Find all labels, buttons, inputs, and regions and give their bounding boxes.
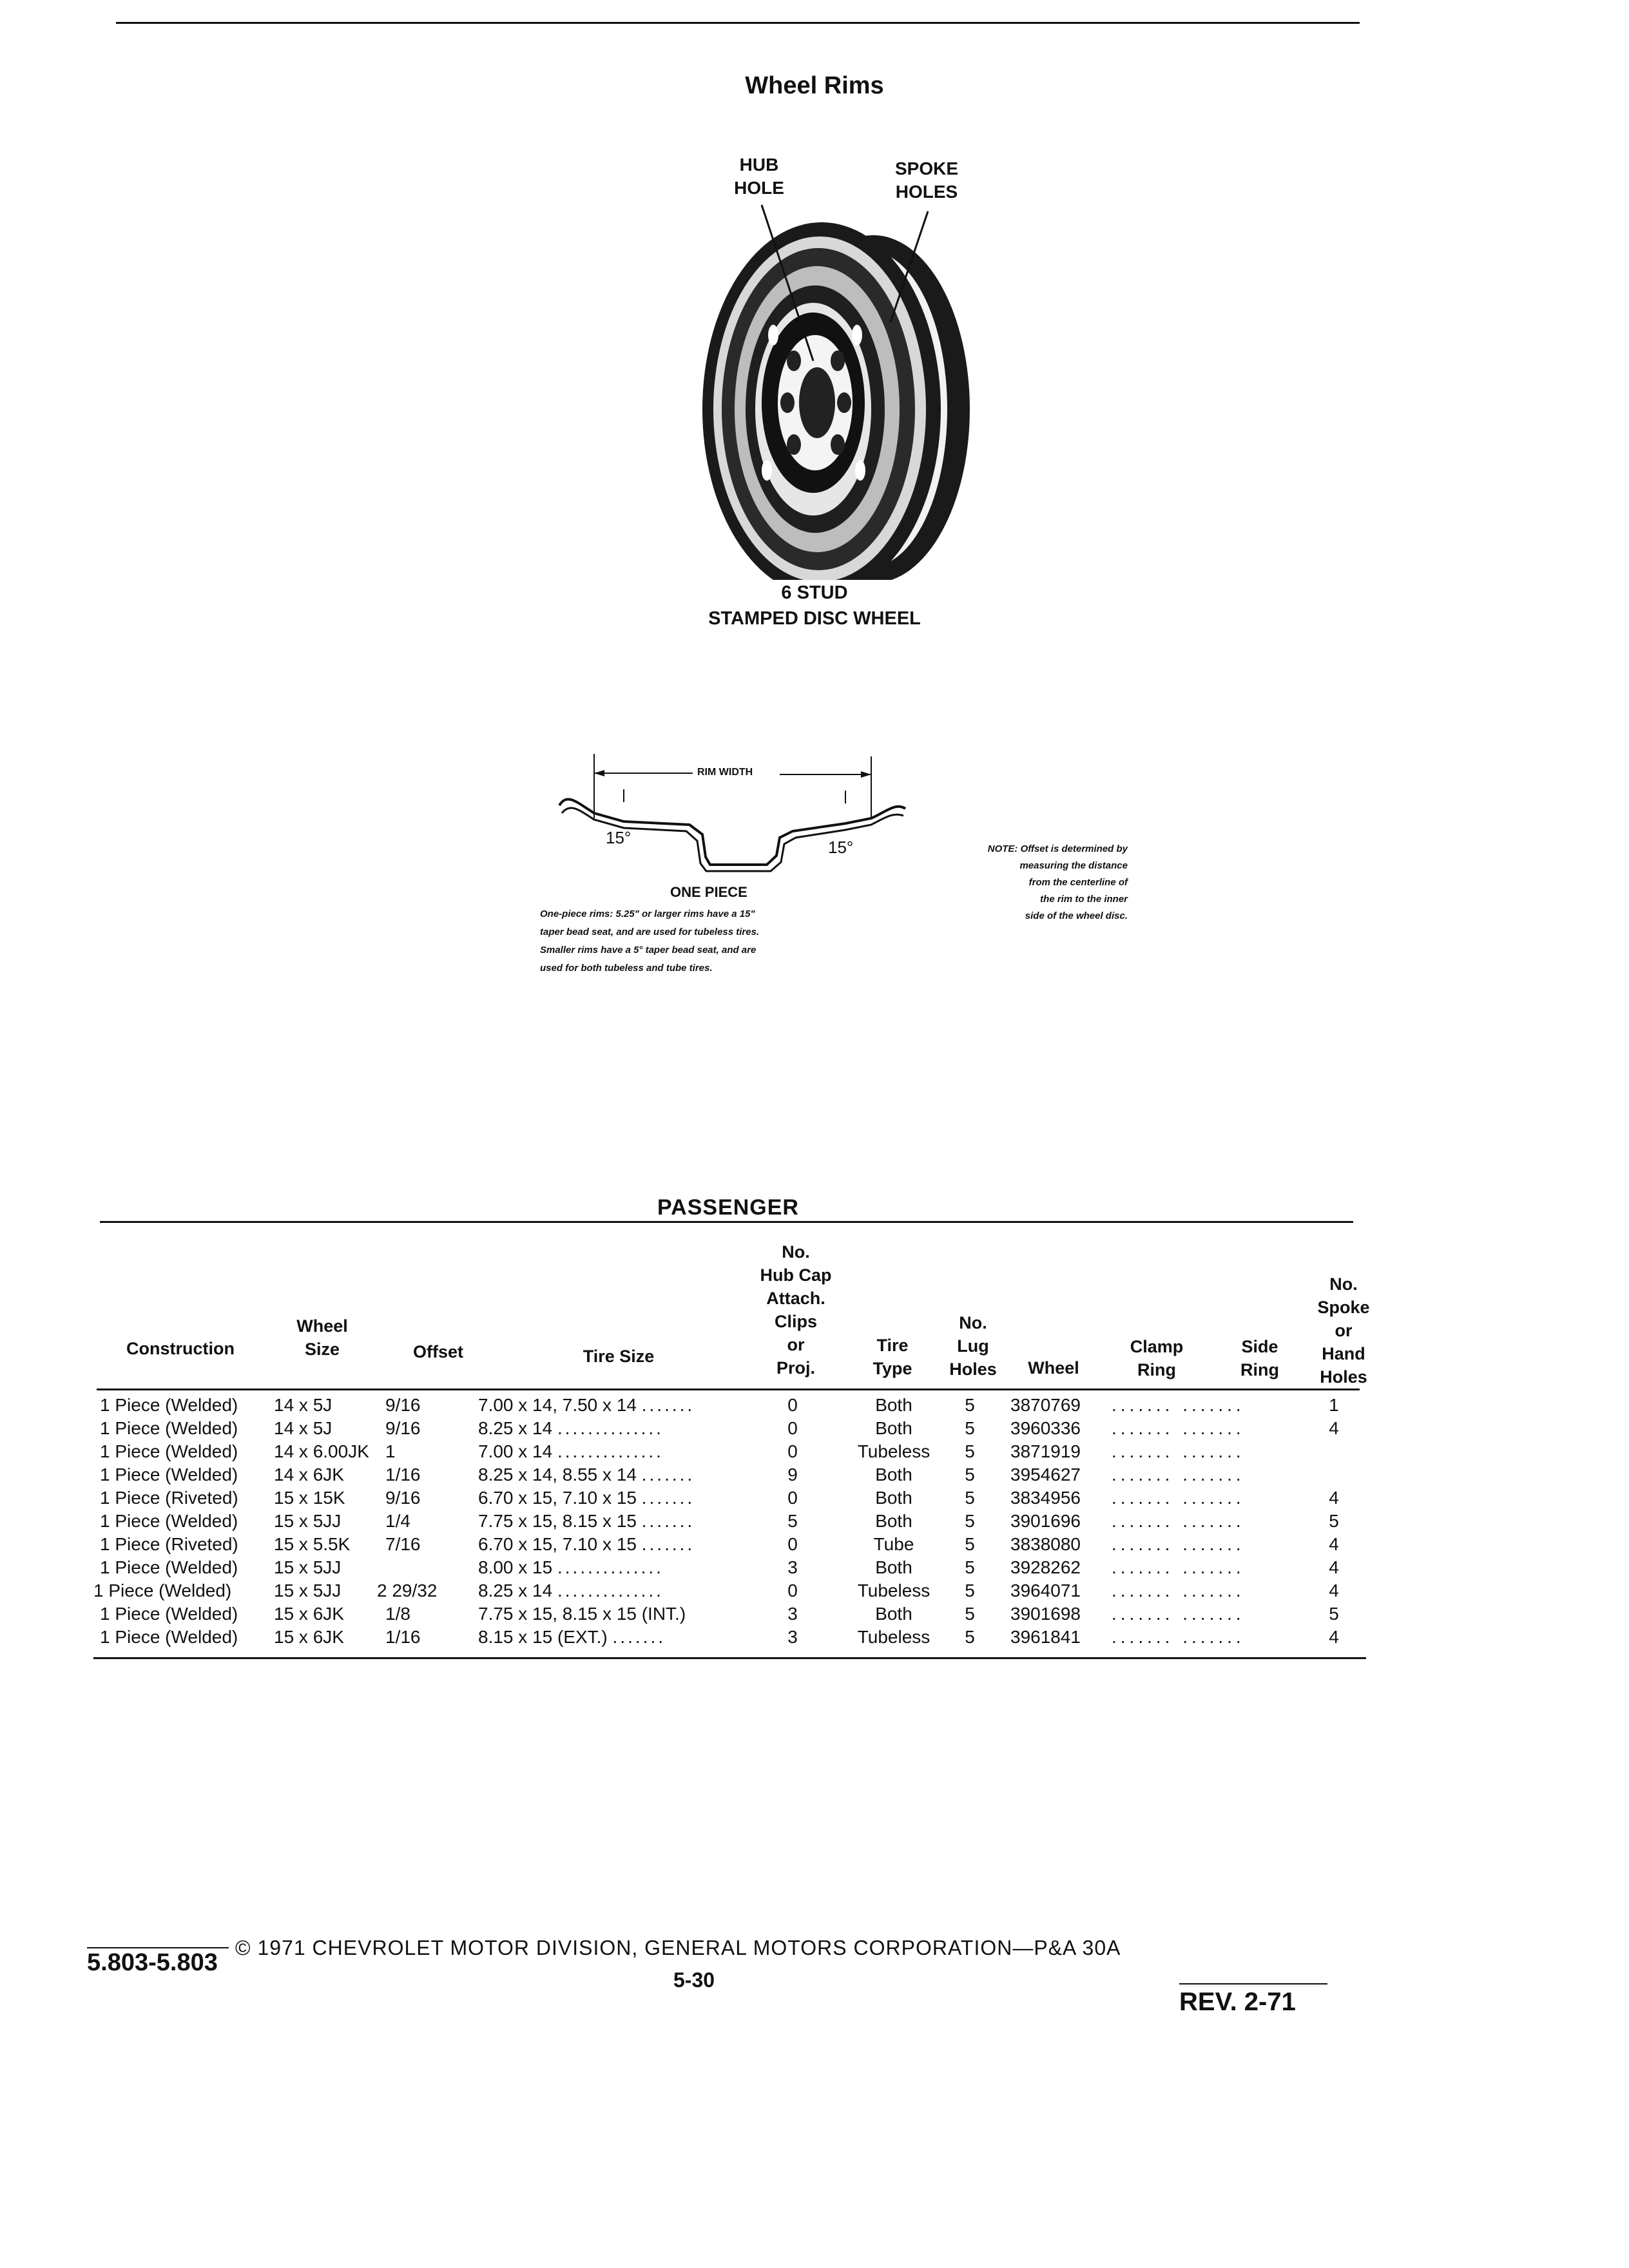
cell-hub-cap: 0 [787,1488,798,1508]
cell-tire-size: 7.75 x 15, 8.15 x 15 ....... [478,1511,695,1531]
cell-ring-leaders: ....... ....... [1112,1465,1245,1485]
cell-tire-type: Tubeless [857,1441,930,1461]
cell-spoke-holes: 4 [1329,1557,1339,1577]
table-row [0,1534,1629,1557]
cell-spoke-holes: 5 [1329,1511,1339,1531]
cell-tire-type: Both [875,1488,912,1508]
cell-offset: 9/16 [385,1395,421,1415]
cell-offset: 7/16 [385,1534,421,1554]
hub-hole-callout: HUB HOLE [734,155,784,198]
one-piece-title: ONE PIECE [670,884,747,900]
stamped-disc-wheel-illustration [0,0,1629,580]
footer-revision: REV. 2-71 [1179,1988,1296,2016]
cell-offset: 1/4 [385,1511,410,1531]
cell-construction: 1 Piece (Welded) [100,1557,238,1577]
cell-ring-leaders: ....... ....... [1112,1488,1245,1508]
cell-wheel-size: 14 x 6JK [274,1465,344,1485]
table-row [0,1627,1629,1650]
section-rule [100,1221,1353,1223]
header-spoke-holes: No. Spoke or Hand Holes [1317,1274,1370,1387]
cell-tire-size: 7.00 x 14 .............. [478,1441,664,1461]
cell-lug-holes: 5 [965,1418,975,1438]
cell-tire-size: 8.00 x 15 .............. [478,1557,664,1577]
cell-wheel: 3954627 [1010,1465,1081,1485]
footer-left-rule [87,1947,229,1948]
cell-lug-holes: 5 [965,1441,975,1461]
table-row [0,1418,1629,1441]
table-bottom-rule [93,1657,1366,1659]
header-hub-cap: No. Hub Cap Attach. Clips or Proj. [760,1242,832,1378]
cell-tire-type: Both [875,1465,912,1485]
cell-spoke-holes: 5 [1329,1604,1339,1624]
cell-tire-size: 8.15 x 15 (EXT.) ....... [478,1627,666,1647]
cell-wheel: 3901696 [1010,1511,1081,1531]
offset-note: NOTE: Offset is determined by measuring the distance from the centerline of the rim to the inner side of the wheel disc. [987,843,1128,921]
cell-offset: 1/16 [385,1627,421,1647]
cell-spoke-holes: 4 [1329,1534,1339,1554]
rim-cross-section-diagram [548,741,909,883]
section-title: PASSENGER [657,1195,799,1220]
cell-wheel: 3960336 [1010,1418,1081,1438]
cell-lug-holes: 5 [965,1465,975,1485]
cell-ring-leaders: ....... ....... [1112,1581,1245,1600]
header-offset: Offset [412,1342,463,1361]
cell-wheel-size: 15 x 15K [274,1488,345,1508]
cell-wheel-size: 14 x 5J [274,1418,333,1438]
cell-hub-cap: 3 [787,1627,798,1647]
cell-construction: 1 Piece (Welded) [100,1604,238,1624]
table-row [0,1395,1629,1418]
cell-tire-type: Tube [873,1534,914,1554]
right-angle-label: 15° [828,838,854,857]
cell-offset: 9/16 [385,1488,421,1508]
cell-ring-leaders: ....... ....... [1112,1418,1245,1438]
header-side-ring: Side Ring [1240,1337,1279,1379]
cell-lug-holes: 5 [965,1627,975,1647]
cell-offset: 9/16 [385,1418,421,1438]
table-row [0,1488,1629,1511]
cell-lug-holes: 5 [965,1581,975,1600]
cell-construction: 1 Piece (Welded) [100,1627,238,1647]
cell-wheel: 3834956 [1010,1488,1081,1508]
header-wheel: Wheel [1028,1358,1079,1378]
cell-construction: 1 Piece (Welded) [100,1395,238,1415]
cell-hub-cap: 0 [787,1441,798,1461]
table-row [0,1581,1629,1604]
cell-offset: 2 29/32 [377,1581,438,1600]
cell-spoke-holes: 4 [1329,1581,1339,1600]
cell-tire-size: 6.70 x 15, 7.10 x 15 ....... [478,1488,695,1508]
header-construction: Construction [126,1339,235,1358]
header-lug-holes: No. Lug Holes [949,1313,997,1379]
cell-wheel: 3928262 [1010,1557,1081,1577]
cell-lug-holes: 5 [965,1557,975,1577]
footer-section-code: 5.803-5.803 [87,1949,218,1976]
cell-wheel-size: 15 x 5JJ [274,1511,342,1531]
cell-tire-type: Tubeless [857,1581,930,1600]
cell-wheel: 3870769 [1010,1395,1081,1415]
cell-wheel: 3964071 [1010,1581,1081,1600]
header-clamp-ring: Clamp Ring [1130,1337,1184,1379]
cell-wheel-size: 14 x 5J [274,1395,333,1415]
footer-right-rule [1179,1983,1327,1984]
cell-tire-type: Both [875,1511,912,1531]
cell-ring-leaders: ....... ....... [1112,1557,1245,1577]
cell-tire-size: 6.70 x 15, 7.10 x 15 ....... [478,1534,695,1554]
table-row [0,1604,1629,1627]
cell-construction: 1 Piece (Welded) [100,1465,238,1485]
header-tire-size: Tire Size [583,1347,655,1366]
cell-wheel: 3871919 [1010,1441,1081,1461]
cell-tire-size: 8.25 x 14 .............. [478,1418,664,1438]
table-row [0,1441,1629,1465]
cell-hub-cap: 0 [787,1418,798,1438]
cell-tire-type: Both [875,1418,912,1438]
cell-hub-cap: 0 [787,1581,798,1600]
cell-ring-leaders: ....... ....... [1112,1627,1245,1647]
cell-hub-cap: 0 [787,1534,798,1554]
cell-tire-size: 7.75 x 15, 8.15 x 15 (INT.) [478,1604,686,1624]
wheel-caption: 6 STUD STAMPED DISC WHEEL [708,582,921,629]
cell-tire-type: Both [875,1557,912,1577]
cell-spoke-holes: 4 [1329,1488,1339,1508]
one-piece-description: One-piece rims: 5.25" or larger rims have a 15" taper bead seat, and are used for tubeless tires. Smaller rims have a 5° taper bead seat, and are used for both tubeless and tube tires. [540,908,760,974]
cell-construction: 1 Piece (Welded) [93,1581,232,1600]
cell-wheel-size: 15 x 5JJ [274,1557,342,1577]
cell-construction: 1 Piece (Riveted) [100,1534,238,1554]
cell-ring-leaders: ....... ....... [1112,1395,1245,1415]
cell-wheel-size: 15 x 6JK [274,1627,344,1647]
cell-tire-size: 7.00 x 14, 7.50 x 14 ....... [478,1395,695,1415]
cell-hub-cap: 3 [787,1557,798,1577]
cell-tire-type: Both [875,1395,912,1415]
header-wheel-size: Wheel Size [296,1316,348,1359]
cell-spoke-holes: 4 [1329,1627,1339,1647]
cell-wheel-size: 14 x 6.00JK [274,1441,369,1461]
page-title: Wheel Rims [745,72,884,99]
cell-hub-cap: 0 [787,1395,798,1415]
cell-tire-size: 8.25 x 14, 8.55 x 14 ....... [478,1465,695,1485]
header-tire-type: Tire Type [872,1336,912,1378]
cell-ring-leaders: ....... ....... [1112,1511,1245,1531]
cell-construction: 1 Piece (Welded) [100,1441,238,1461]
cell-hub-cap: 3 [787,1604,798,1624]
cell-wheel-size: 15 x 5.5K [274,1534,351,1554]
cell-lug-holes: 5 [965,1534,975,1554]
spoke-holes-callout: SPOKE HOLES [894,159,959,202]
cell-lug-holes: 5 [965,1511,975,1531]
cell-construction: 1 Piece (Welded) [100,1418,238,1438]
cell-ring-leaders: ....... ....... [1112,1441,1245,1461]
cell-wheel-size: 15 x 5JJ [274,1581,342,1600]
cell-offset: 1/8 [385,1604,410,1624]
table-row [0,1465,1629,1488]
cell-tire-size: 8.25 x 14 .............. [478,1581,664,1600]
table-row [0,1511,1629,1534]
table-row [0,1557,1629,1581]
header-rule [97,1389,1360,1390]
cell-spoke-holes: 1 [1329,1395,1339,1415]
cell-tire-type: Tubeless [857,1627,930,1647]
rim-width-label: RIM WIDTH [697,767,753,778]
cell-tire-type: Both [875,1604,912,1624]
cell-construction: 1 Piece (Welded) [100,1511,238,1531]
footer-page-number: 5-30 [673,1968,715,1992]
left-angle-label: 15° [606,828,631,847]
footer-copyright: © 1971 CHEVROLET MOTOR DIVISION, GENERAL MOTORS CORPORATION—P&A 30A [235,1936,1121,1959]
cell-lug-holes: 5 [965,1604,975,1624]
cell-wheel: 3838080 [1010,1534,1081,1554]
cell-ring-leaders: ....... ....... [1112,1534,1245,1554]
cell-construction: 1 Piece (Riveted) [100,1488,238,1508]
cell-wheel-size: 15 x 6JK [274,1604,344,1624]
cell-wheel: 3961841 [1010,1627,1081,1647]
cell-ring-leaders: ....... ....... [1112,1604,1245,1624]
cell-hub-cap: 9 [787,1465,798,1485]
cell-lug-holes: 5 [965,1488,975,1508]
cell-hub-cap: 5 [787,1511,798,1531]
cell-wheel: 3901698 [1010,1604,1081,1624]
cell-offset: 1 [385,1441,396,1461]
cell-lug-holes: 5 [965,1395,975,1415]
cell-spoke-holes: 4 [1329,1418,1339,1438]
cell-offset: 1/16 [385,1465,421,1485]
